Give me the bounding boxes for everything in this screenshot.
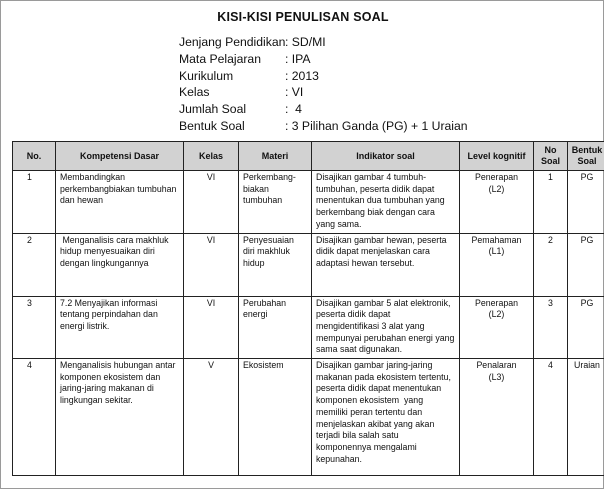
table-row <box>13 233 604 296</box>
document-title: KISI-KISI PENULISAN SOAL <box>217 10 389 24</box>
table-header-row <box>13 142 604 171</box>
cell-no: 4 <box>13 359 56 476</box>
meta-value: : 4 <box>285 102 302 117</box>
cell-kompetensi: Membandingkan perkembangbiakan tumbuhan dan hewan <box>56 171 184 234</box>
cell-indikator: Disajikan gambar jaring-jaring makanan pada ekosistem tertentu, peserta didik dapat menentukan komponen ekosistem yang memiliki peran tertentu dan menjelaskan akibat yang akan terjadi bila salah satu komponennya mengalami kepunahan. <box>312 359 460 476</box>
level-name: Penerapan <box>474 297 519 308</box>
level-code: (L2) <box>488 183 505 194</box>
meta-label: Jenjang Pendidikan <box>179 35 286 49</box>
cell-kompetensi: 7.2 Menyajikan informasi tentang perpindahan dan energi listrik. <box>56 296 184 359</box>
cell-bentuk: Uraian <box>568 359 604 476</box>
meta-value: : VI <box>285 85 304 100</box>
level-code: (L1) <box>488 246 505 257</box>
header-no: No. <box>13 142 56 171</box>
meta-label: Kelas <box>179 85 210 100</box>
meta-row <box>179 68 468 85</box>
meta-row <box>179 51 468 68</box>
cell-kelas: VI <box>184 296 239 359</box>
header-level: Level kognitif <box>460 142 534 171</box>
level-name: Penalaran <box>476 360 517 371</box>
meta-row <box>179 34 468 51</box>
cell-materi: Perubahan energi <box>239 296 312 359</box>
level-code: (L2) <box>488 309 505 320</box>
kisi-kisi-table-wrapper <box>12 141 603 476</box>
cell-indikator: Disajikan gambar 4 tumbuh-tumbuhan, peserta didik dapat menentukan dua tumbuhan yang berkembang biak dengan cara yang sama. <box>312 171 460 234</box>
meta-value: : 2013 <box>285 68 319 83</box>
cell-bentuk: PG <box>568 233 604 296</box>
cell-bentuk: PG <box>568 171 604 234</box>
header-indikator: Indikator soal <box>312 142 460 171</box>
cell-kompetensi: Menganalisis hubungan antar komponen ekosistem dan jaring-jaring makanan di lingkungan sekitar. <box>56 359 184 476</box>
cell-kelas: VI <box>184 171 239 234</box>
header-kompetensi: Kompetensi Dasar <box>56 142 184 171</box>
table-row <box>13 296 604 359</box>
meta-info <box>179 34 468 135</box>
cell-indikator: Disajikan gambar 5 alat elektronik, peserta didik dapat mengidentifikasi 3 alat yang mempunyai perubahan energi yang sama saat digunakan. <box>312 296 460 359</box>
cell-no: 2 <box>13 233 56 296</box>
header-kelas: Kelas <box>184 142 239 171</box>
header-materi: Materi <box>239 142 312 171</box>
meta-value: : IPA <box>285 51 311 66</box>
cell-level <box>460 171 534 234</box>
header-bentuk: Bentuk Soal <box>568 142 604 171</box>
cell-no-soal: 4 <box>534 359 568 476</box>
meta-value: : SD/MI <box>285 35 326 49</box>
meta-label: Jumlah Soal <box>179 102 247 117</box>
meta-row <box>179 118 468 135</box>
level-name: Penerapan <box>474 172 519 182</box>
cell-kompetensi: Menganalisis cara makhluk hidup menyesuaikan diri dengan lingkungannya <box>56 233 184 296</box>
cell-level <box>460 233 534 296</box>
level-code: (L3) <box>488 371 505 382</box>
table-row <box>13 359 604 476</box>
cell-no: 1 <box>13 171 56 234</box>
cell-level <box>460 296 534 359</box>
cell-no-soal: 2 <box>534 233 568 296</box>
meta-value: : 3 Pilihan Ganda (PG) + 1 Uraian <box>285 118 468 133</box>
table-row <box>13 171 604 234</box>
cell-kelas: VI <box>184 233 239 296</box>
meta-label: Mata Pelajaran <box>179 51 261 66</box>
kisi-kisi-table <box>12 141 604 476</box>
cell-bentuk: PG <box>568 296 604 359</box>
cell-indikator: Disajikan gambar hewan, peserta didik dapat menjelaskan cara adaptasi hewan tersebut. <box>312 233 460 296</box>
level-name: Pemahaman <box>471 234 522 245</box>
cell-no: 3 <box>13 296 56 359</box>
cell-no-soal: 1 <box>534 171 568 234</box>
meta-row <box>179 101 468 118</box>
meta-row <box>179 84 468 101</box>
cell-level <box>460 359 534 476</box>
meta-label: Kurikulum <box>179 68 234 83</box>
cell-materi: Ekosistem <box>239 359 312 476</box>
cell-kelas: V <box>184 359 239 476</box>
cell-materi: Penyesuaian diri makhluk hidup <box>239 233 312 296</box>
cell-materi: Perkembang-biakan tumbuhan <box>239 171 312 234</box>
meta-label: Bentuk Soal <box>179 118 245 133</box>
cell-no-soal: 3 <box>534 296 568 359</box>
header-no-soal: No Soal <box>534 142 568 171</box>
